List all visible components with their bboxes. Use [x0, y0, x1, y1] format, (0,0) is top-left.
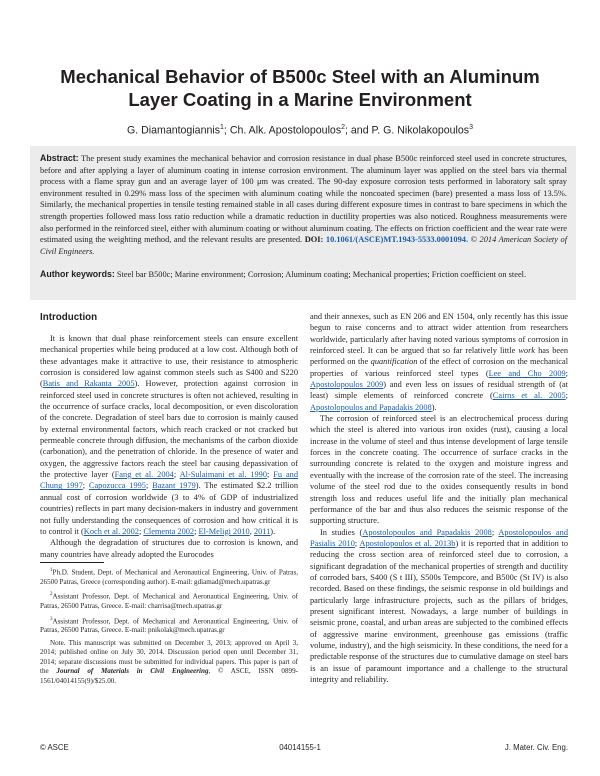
submission-note [40, 639, 298, 686]
intro-paragraph-5 [310, 527, 568, 686]
body-text: ). [431, 402, 437, 412]
body-text: ; [491, 527, 499, 537]
citation-link[interactable]: 2011 [253, 526, 271, 536]
body-text: ) and even less on issues of residual strength of (at least) simple elements of reinforced concrete ( [310, 380, 568, 401]
citation-link[interactable]: Apostolopoulos and Pasialis 2010 [310, 527, 568, 548]
author-keywords [40, 269, 567, 281]
body-text: ; [354, 538, 360, 548]
author-name: G. Diamantogiannis [126, 124, 221, 137]
keywords-label: Author keywords: [40, 269, 115, 279]
footer-journal: J. Mater. Civ. Eng. [504, 743, 568, 752]
emphasis-text: quantification [370, 357, 418, 367]
body-text: ; [173, 470, 180, 480]
keywords-text: Steel bar B500c; Marine environment; Corrosion; Aluminum coating; Mechanical properties; Friction coefficient on steel. [116, 270, 527, 279]
footnotes [40, 566, 298, 686]
citation-link[interactable]: Batis and Rakanta 2005 [42, 379, 135, 389]
citation-link[interactable]: Apostolopoulos and Papadakis 2008 [362, 527, 492, 537]
body-text: ; [267, 470, 274, 480]
body-text: ). However, protection against corrosion in reinforced steel used in concrete structures is often not achieved, resulting in the occurrence of surface cracks, local decomposition, or even discoloration of the concrete. Degradation of steel bars due to corrosion is mainly caused by external environmental factors, which reach cracked or not cracked but permeable concrete through diffusion, the mechanisms of the carbon dioxide (carbonation), and the penetration of chloride. In the presence of water and oxygen, the aggressive factors reach the steel bar causing depassivation of the protective layer ( [40, 379, 299, 480]
footnote-text: Assistant Professor, Dept. of Mechanical and Aeronautical Engineering, Univ. of Patras, 26500 Patras, Greece. E-mail: pnikolak@mech.upatras.gr [40, 616, 298, 635]
body-text: , [249, 526, 254, 536]
body-text: ). [270, 526, 276, 536]
citation-link[interactable]: Capozucca 1995 [88, 481, 146, 491]
note-text-end: , © ASCE, ISSN 0899-1561/04014155(9)/$25.00. [40, 667, 298, 685]
author-affiliation-mark: 2 [341, 124, 346, 131]
title-line-2: Layer Coating in a Marine Environment [128, 89, 472, 110]
citation-link[interactable]: Bazant 1979 [152, 481, 196, 491]
body-text: ) it is reported that in addition to reducing the cross section area of reinforced steel due to corrosion, a significant degradation of the mechanical properties of strength and ductility of corroded bars, S400 (S t III), S500s Tempcore, and B500c (St IV) is also recorded. Based on these findings, the seismic response in old buildings and particularly large infrastructure projects, such as the pillars of bridges, present significant interest. Nowadays, a large number of buildings in seismic prone, coastal, and urban areas are subjected to the combined effects of aggressive marine environment, greenhouse gas emissions (traffic volume, industry), and the high seismicity. In these conditions, the need for a predictable response of the structures due to cumulative damage on steel bars is an issue of paramount importance and a challenge to the structural integrity and reliability. [310, 538, 568, 684]
section-heading-introduction: Introduction [40, 312, 98, 323]
footer-publisher: © ASCE [40, 743, 69, 752]
footnote-2 [40, 590, 298, 611]
body-text: ; [565, 368, 568, 378]
citation-link[interactable]: Koch et al. 2002 [83, 526, 139, 536]
intro-paragraph-3 [310, 311, 568, 413]
footer-page-id: 04014155-1 [279, 743, 321, 752]
doi-label: DOI: [304, 235, 324, 245]
emphasis-text: work [518, 346, 536, 356]
right-column [310, 311, 568, 685]
citation-link[interactable]: Lee and Cho 2009 [488, 368, 566, 378]
citation-link[interactable]: Apostolopoulos et al. 2013b [359, 538, 456, 548]
footnote-text: Assistant Professor, Dept. of Mechanical and Aeronautical Engineering, Univ. of Patras, 26500 Patras, Greece. E-mail: charrisa@mech.upatras.gr [40, 592, 298, 611]
body-text: ; [194, 526, 199, 536]
abstract [40, 153, 567, 257]
body-text: ). The estimated $2.2 trillion annual cost of corrosion worldwide (3 to 4% of GDP of industrialized countries) reflects in part many decision-makers in industry and government not fully understanding the consequences of corrosion and how critical it is to control it ( [40, 481, 299, 536]
footnote-1 [40, 566, 298, 587]
footnote-3 [40, 615, 298, 636]
intro-paragraph-1 [40, 333, 298, 537]
note-text: Note. This manuscript was submitted on December 3, 2013; approved on April 3, 2014; published online on July 30, 2014. Discussion period open until December 31, 2014; separate discussions must be submitted for individual papers. This paper is part of the [40, 638, 298, 676]
body-text: ; [82, 481, 89, 491]
citation-link[interactable]: Cairns et al. 2005 [492, 391, 566, 401]
body-text: It is known that dual phase reinforcement steels can ensure excellent mechanical properties while being produced at a low cost. Although both of these advantages make it attractive to use, their resistance to atmospheric corrosion is considered low against common steels such as S400 and S220 ( [40, 334, 298, 389]
author-name: P. G. Nikolakopoulos [371, 124, 470, 137]
citation-link[interactable]: Apostolopoulos 2009 [310, 380, 384, 390]
copyright-notice: © 2014 American Society of Civil Engineers. [40, 235, 568, 256]
body-text: and their annexes, such as EN 206 and EN 1504, only recently has this issue begun to raise concerns and to attract wider attention from researchers worldwide, particularly after having noted various symptoms of corrosion in reinforced steel. It can be argued that so far relatively little [310, 312, 568, 356]
left-column [40, 312, 298, 560]
abstract-label: Abstract: [40, 153, 79, 163]
author-separator: ; and [345, 124, 372, 137]
body-text: has been performed on the [310, 346, 568, 367]
body-text: of the effect of corrosion on the mechanical properties of various reinforced steel types ( [310, 357, 569, 378]
abstract-text: The present study examines the mechanical behavior and corrosion resistance in dual phase B500c reinforced steel used in concrete structures, before and after applying a layer of aluminum coating in intense corrosion environment. The aluminum layer was applied on the steel bars via thermal process with a flame spray gun and an average layer of 100 μm was created. The 90-day exposure corrosion tests performed in laboratory salt spray environment resulted in 0.29% mass loss of the specimen with aluminum coating while the noncoated specimen (bare) presented a mass loss of 13.5%. Similarly, the mechanical properties in tensile testing remained stable in all cases during different exposure times in contrast to bare specimens in which the strength properties followed mass loss ratio reduction while a dramatic reduction in ductility properties was also noticed. Roughness measurements were also performed in the reinforced steel, either with aluminum coating or without aluminum coating. The effects on friction coefficient and the wear rate were estimated using the weighting method, and the relevant results are presented. [40, 154, 567, 245]
intro-paragraph-4: The corrosion of reinforced steel is an electrochemical process during which the steel is altered into various iron oxides (rust), causing a local increase in the volume of steel and thus intense development of large tensile forces in the concrete coating. The occurrence of surface cracks in the surrounding concrete is related to the oxygen and moisture ingress and eventually with the increase of the corrosion rate of the steel. The increasing volume of the steel rod due to the oxides consequently results in bond strength loss and reduces useful life and the initially plan mechanical performance of the bar and thus also reduces the seismic response of the supporting structure. [310, 414, 568, 526]
body-text: ; [138, 526, 144, 536]
intro-paragraph-2: Although the degradation of structures due to corrosion is known, and many countries have already adopted the Eurocodes [40, 538, 298, 559]
body-text: ; [565, 391, 568, 401]
citation-link[interactable]: Fang et al. 2004 [114, 470, 174, 480]
citation-link[interactable]: Clementa 2002 [143, 526, 195, 536]
citation-link[interactable]: Apostolopoulos and Papadakis 2008 [310, 402, 432, 412]
doi-link[interactable]: 10.1061/(ASCE)MT.1943-5533.0001094. [325, 235, 469, 245]
footnote-mark: 1 [50, 568, 53, 573]
author-list [40, 121, 560, 138]
paper-title [40, 65, 560, 111]
citation-link[interactable]: El-Meligi 2010 [198, 526, 250, 536]
citation-link[interactable]: Al-Sulaimani et al. 1990 [179, 470, 268, 480]
footnote-divider [40, 562, 104, 563]
author-affiliation-mark: 1 [220, 124, 224, 131]
journal-name: Journal of Materials in Civil Engineering [56, 667, 209, 676]
author-separator: ; [223, 124, 230, 137]
citation-link[interactable]: Fu and Chung 1997 [40, 470, 298, 491]
author-affiliation-mark: 3 [469, 124, 474, 131]
author-name: Ch. Alk. Apostolopoulos [229, 124, 342, 137]
body-text: ; [145, 481, 153, 491]
title-line-1: Mechanical Behavior of B500c Steel with an Aluminum [60, 66, 540, 87]
footnote-mark: 2 [50, 592, 53, 598]
footnote-mark: 3 [50, 616, 53, 622]
footnote-text: Ph.D. Student, Dept. of Mechanical and Aeronautical Engineering, Univ. of Patras, 26500 Patras, Greece (corresponding author). E-mail: gdiamad@mech.upatras.gr [40, 568, 298, 586]
body-text: In studies ( [320, 527, 363, 537]
